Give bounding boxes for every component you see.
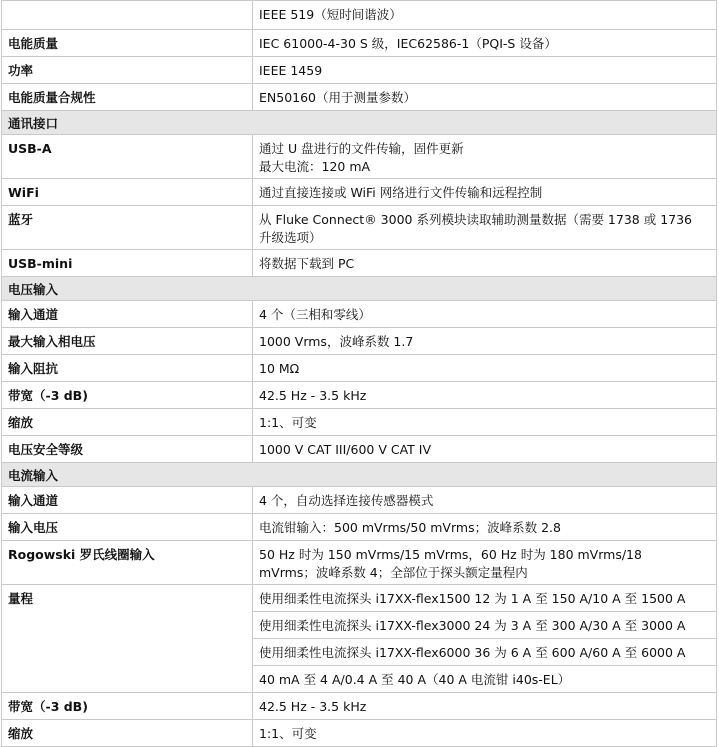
row-label: 输入电压: [2, 514, 253, 541]
row-value: 1:1、可变: [253, 409, 717, 436]
row-value: 1000 V CAT III/600 V CAT IV: [253, 436, 717, 463]
table-row: [2, 30, 717, 57]
row-value: 使用细柔性电流探头 i17XX-flex1500 12 为 1 A 至 150 A/10 A 至 1500 A: [253, 585, 717, 612]
row-label: 电能质量合规性: [2, 84, 253, 111]
table-row: [2, 541, 717, 585]
table-row: [2, 514, 717, 541]
row-value: 42.5 Hz - 3.5 kHz: [253, 382, 717, 409]
row-value: IEC 61000-4-30 S 级，IEC62586-1（PQI-S 设备）: [253, 30, 717, 57]
row-label: USB-mini: [2, 250, 253, 277]
row-value: 4 个，自动选择连接传感器模式: [253, 487, 717, 514]
value-line: mVrms；波峰系数 4；全部位于探头额定量程内: [259, 565, 528, 580]
row-value: [253, 206, 717, 250]
row-value: 40 mA 至 4 A/0.4 A 至 40 A（40 A 电流钳 i40s-EL）: [253, 666, 717, 693]
section-header: 通讯接口: [2, 111, 717, 135]
row-value: IEEE 519（短时间谐波）: [253, 1, 717, 30]
row-label: Rogowski 罗氏线圈输入: [2, 541, 253, 585]
row-value: 42.5 Hz - 3.5 kHz: [253, 693, 717, 720]
table-row: [2, 1, 717, 30]
table-row: [2, 382, 717, 409]
table-row: [2, 57, 717, 84]
row-label: 带宽（-3 dB): [2, 382, 253, 409]
table-row: [2, 409, 717, 436]
row-label: 蓝牙: [2, 206, 253, 250]
value-line: 通过 U 盘进行的文件传输，固件更新: [259, 141, 464, 156]
table-row: [2, 84, 717, 111]
row-label: [2, 1, 253, 30]
value-line: 从 Fluke Connect® 3000 系列模块读取辅助测量数据（需要 1738 或 1736: [259, 212, 693, 227]
row-value: 将数据下载到 PC: [253, 250, 717, 277]
section-header-row: [2, 111, 717, 135]
row-label: 输入通道: [2, 301, 253, 328]
row-value: 使用细柔性电流探头 i17XX-flex3000 24 为 3 A 至 300 A/30 A 至 3000 A: [253, 612, 717, 639]
row-value: 1000 Vrms，波峰系数 1.7: [253, 328, 717, 355]
row-label: 带宽（-3 dB): [2, 693, 253, 720]
table-row: [2, 179, 717, 206]
table-row: [2, 328, 717, 355]
value-line: 最大电流：120 mA: [259, 159, 371, 174]
row-value: EN50160（用于测量参数）: [253, 84, 717, 111]
row-value: 4 个（三相和零线）: [253, 301, 717, 328]
row-value: [253, 541, 717, 585]
section-header: 电压输入: [2, 277, 717, 301]
value-line: 升级选项）: [259, 230, 322, 245]
section-header-row: [2, 463, 717, 487]
row-label: 输入通道: [2, 487, 253, 514]
table-row: [2, 487, 717, 514]
table-row: [2, 250, 717, 277]
row-value: 通过直接连接或 WiFi 网络进行文件传输和远程控制: [253, 179, 717, 206]
table-row: [2, 135, 717, 179]
table-row: [2, 436, 717, 463]
row-value: 10 MΩ: [253, 355, 717, 382]
spec-table: [1, 0, 717, 747]
value-line: 50 Hz 时为 150 mVrms/15 mVrms，60 Hz 时为 180 mVrms/18: [259, 547, 642, 562]
row-label: 输入阻抗: [2, 355, 253, 382]
table-row: [2, 693, 717, 720]
table-row: [2, 720, 717, 747]
table-row: [2, 355, 717, 382]
row-label: 最大输入相电压: [2, 328, 253, 355]
table-row: [2, 206, 717, 250]
table-row: [2, 585, 717, 612]
row-label: 缩放: [2, 720, 253, 747]
row-value: 1:1、可变: [253, 720, 717, 747]
row-value: 使用细柔性电流探头 i17XX-flex6000 36 为 6 A 至 600 A/60 A 至 6000 A: [253, 639, 717, 666]
row-label: 电压安全等级: [2, 436, 253, 463]
row-label: 量程: [2, 585, 253, 693]
table-row: [2, 301, 717, 328]
row-label: 电能质量: [2, 30, 253, 57]
row-value: [253, 135, 717, 179]
row-value: IEEE 1459: [253, 57, 717, 84]
row-label: USB-A: [2, 135, 253, 179]
section-header-row: [2, 277, 717, 301]
row-label: 缩放: [2, 409, 253, 436]
row-label: 功率: [2, 57, 253, 84]
row-label: WiFi: [2, 179, 253, 206]
section-header: 电流输入: [2, 463, 717, 487]
row-value: 电流钳输入：500 mVrms/50 mVrms；波峰系数 2.8: [253, 514, 717, 541]
